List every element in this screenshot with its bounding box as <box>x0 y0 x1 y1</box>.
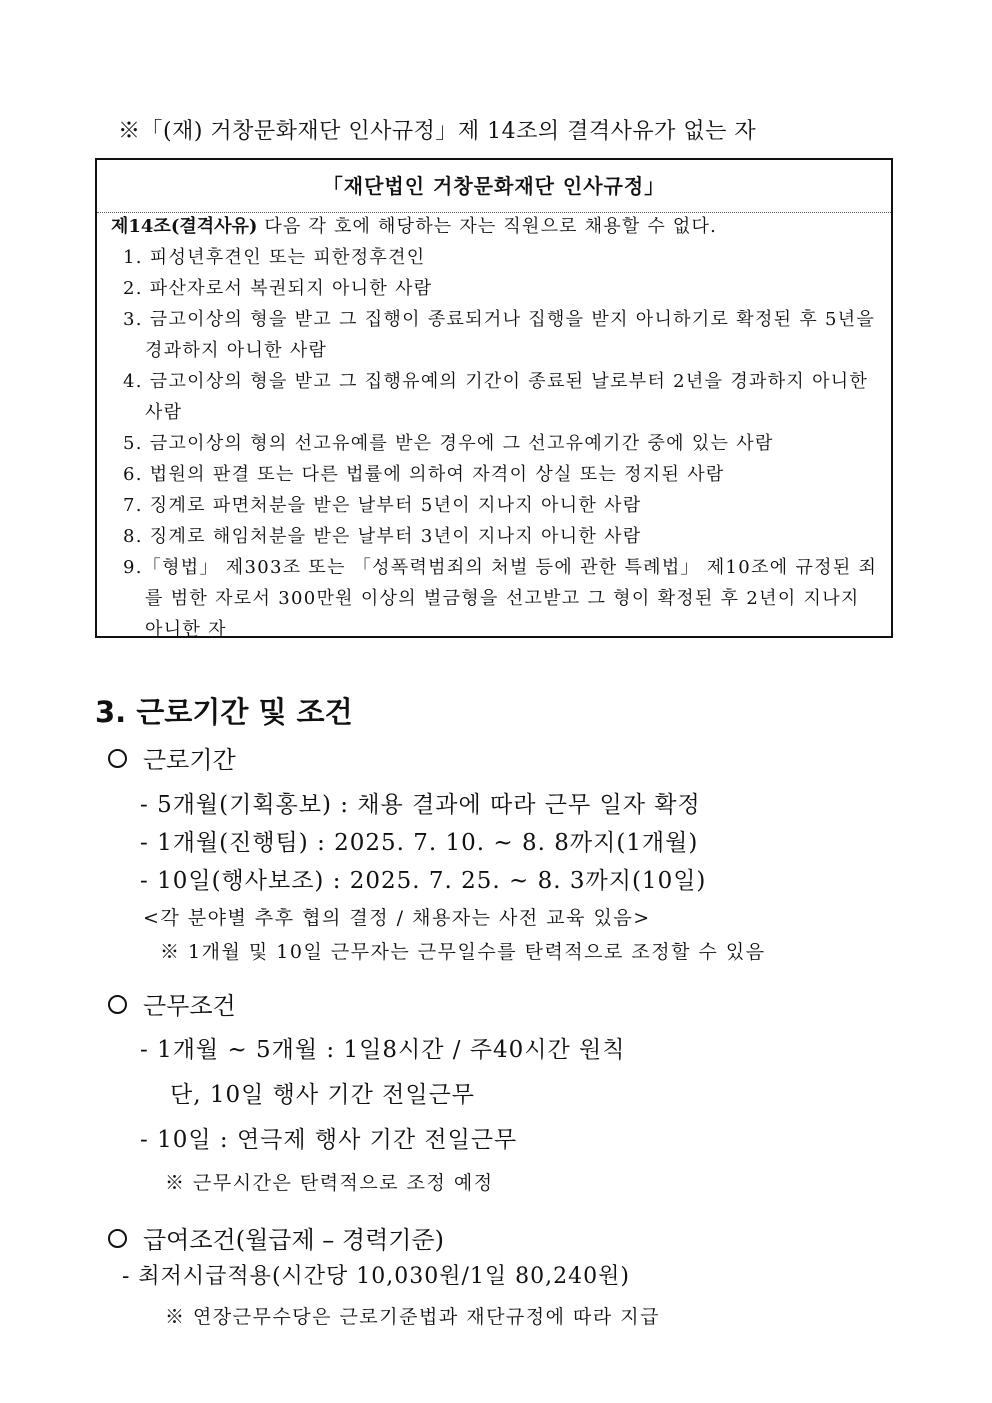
section-title: 3. 근로기간 및 조건 <box>95 695 353 729</box>
circle-bullet-icon <box>108 995 127 1014</box>
disqualification-item: 2. 파산자로서 복권되지 아니한 사람 <box>123 278 433 299</box>
regulation-body <box>111 212 881 645</box>
pay-line: - 최저시급적용(시간당 10,030원/1일 80,240원) <box>122 1264 630 1289</box>
disqualification-item: 5. 금고이상의 형의 선고유예를 받은 경우에 그 선고유예기간 중에 있는 사람 <box>123 433 774 454</box>
period-bracket-note: <각 분야별 추후 협의 결정 / 채용자는 사전 교육 있음> <box>143 907 651 929</box>
period-line: - 1개월(진행팀) : 2025. 7. 10. ~ 8. 8까지(1개월) <box>140 830 699 856</box>
disqualification-item: 8. 징계로 해임처분을 받은 날부터 3년이 지나지 아니한 사람 <box>123 526 642 547</box>
period-heading-text: 근로기간 <box>143 746 236 774</box>
disqualification-item: 1. 피성년후견인 또는 피한정후견인 <box>123 247 426 268</box>
article-text: 다음 각 호에 해당하는 자는 직원으로 채용할 수 없다. <box>257 216 717 237</box>
pay-footnote: ※ 연장근무수당은 근로기준법과 재단규정에 따라 지급 <box>165 1306 660 1328</box>
conditions-heading <box>108 986 236 1021</box>
period-line: - 5개월(기획홍보) : 채용 결과에 따라 근무 일자 확정 <box>140 792 701 818</box>
pay-heading-text: 급여조건(월급제 – 경력기준) <box>143 1226 445 1254</box>
article-heading <box>111 212 881 242</box>
conditions-line: 단, 10일 행사 기간 전일근무 <box>170 1082 476 1108</box>
period-heading <box>108 740 236 775</box>
conditions-heading-text: 근무조건 <box>143 992 236 1020</box>
conditions-line: - 1개월 ~ 5개월 : 1일8시간 / 주40시간 원칙 <box>140 1037 626 1063</box>
eligibility-note: ※「(재) 거창문화재단 인사규정」제 14조의 결격사유가 없는 자 <box>118 119 757 144</box>
disqualification-item: 7. 징계로 파면처분을 받은 날부터 5년이 지나지 아니한 사람 <box>123 495 642 516</box>
disqualification-item: 9.「형법」 제303조 또는 「성폭력범죄의 처벌 등에 관한 특례법」 제10조에 규정된 죄를 범한 자로서 300만원 이상의 벌금형을 선고받고 그 형이 확정된 후 2년이 지나지 아니한 자 <box>123 557 878 640</box>
period-line: - 10일(행사보조) : 2025. 7. 25. ~ 8. 3까지(10일) <box>140 868 707 894</box>
disqualification-item: 6. 법원의 판결 또는 다른 법률에 의하여 자격이 상실 또는 정지된 사람 <box>123 464 725 485</box>
conditions-footnote: ※ 근무시간은 탄력적으로 조정 예정 <box>165 1172 494 1194</box>
regulation-box <box>95 158 893 638</box>
pay-heading <box>108 1220 444 1255</box>
period-footnote: ※ 1개월 및 10일 근무자는 근무일수를 탄력적으로 조정할 수 있음 <box>160 941 766 963</box>
circle-bullet-icon <box>108 1229 127 1248</box>
conditions-line: - 10일 : 연극제 행사 기간 전일근무 <box>140 1127 518 1153</box>
regulation-title: 「재단법인 거창문화재단 인사규정」 <box>97 160 891 213</box>
circle-bullet-icon <box>108 749 127 768</box>
disqualification-item: 4. 금고이상의 형을 받고 그 집행유예의 기간이 종료된 날로부터 2년을 경과하지 아니한 사람 <box>123 371 869 423</box>
article-label: 제14조(결격사유) <box>111 216 258 237</box>
disqualification-item: 3. 금고이상의 형을 받고 그 집행이 종료되거나 집행을 받지 아니하기로 확정된 후 5년을 경과하지 아니한 사람 <box>123 309 876 361</box>
